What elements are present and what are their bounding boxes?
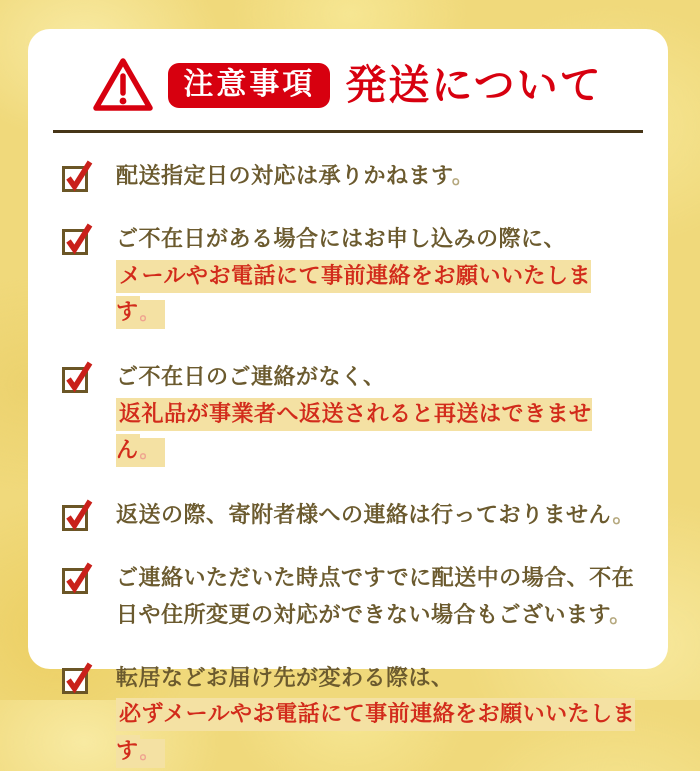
text-segment: 転居などお届け先が変わる際は、 xyxy=(116,665,454,690)
list-item xyxy=(62,359,638,471)
list-item-text xyxy=(116,660,638,771)
checkbox-checked-icon xyxy=(62,360,91,393)
text-segment: 日や住所変更の対応ができない場合もございます xyxy=(116,602,609,627)
text-segment: 。 xyxy=(609,602,632,627)
text-segment: ご不在日のご連絡がなく、 xyxy=(116,364,386,389)
divider xyxy=(53,130,643,133)
notice-list xyxy=(58,158,638,771)
text-segment: ご連絡いただいた時点ですでに配送中の場合、不在 xyxy=(116,565,634,590)
highlighted-text: 。 xyxy=(140,438,166,467)
text-segment: 。 xyxy=(452,163,475,188)
notice-badge: 注意事項 xyxy=(168,63,330,108)
list-item xyxy=(62,158,638,195)
text-segment: ご不在日がある場合にはお申し込みの際に、 xyxy=(116,226,566,251)
highlighted-text: 必ずメールやお電話にて事前連絡をお願いいたします xyxy=(116,698,635,768)
checkbox-checked-icon xyxy=(62,561,91,594)
list-item-text xyxy=(116,221,638,333)
highlighted-text: 返礼品が事業者へ返送されると再送はできません xyxy=(116,398,592,468)
text-segment: 。 xyxy=(612,502,635,527)
list-item-text xyxy=(116,359,638,471)
text-segment: 配送指定日の対応は承りかねます xyxy=(116,163,452,188)
page-title: 発送について xyxy=(345,65,602,106)
checkbox-checked-icon xyxy=(62,222,91,255)
warning-triangle-icon xyxy=(93,57,153,113)
notice-card xyxy=(28,29,668,669)
list-item xyxy=(62,660,638,771)
text-segment: 返送の際、寄附者様への連絡は行っておりません xyxy=(116,502,612,527)
list-item-text xyxy=(116,497,635,534)
list-item-text xyxy=(116,560,634,633)
highlighted-text: メールやお電話にて事前連絡をお願いいたします xyxy=(116,260,591,330)
list-item-text xyxy=(116,158,474,195)
list-item xyxy=(62,221,638,333)
list-item xyxy=(62,560,638,633)
list-item xyxy=(62,497,638,534)
checkbox-checked-icon xyxy=(62,498,91,531)
checkbox-checked-icon xyxy=(62,159,91,192)
checkbox-checked-icon xyxy=(62,661,91,694)
highlighted-text: 。 xyxy=(140,739,166,768)
notice-header xyxy=(58,55,638,115)
highlighted-text: 。 xyxy=(140,300,166,329)
